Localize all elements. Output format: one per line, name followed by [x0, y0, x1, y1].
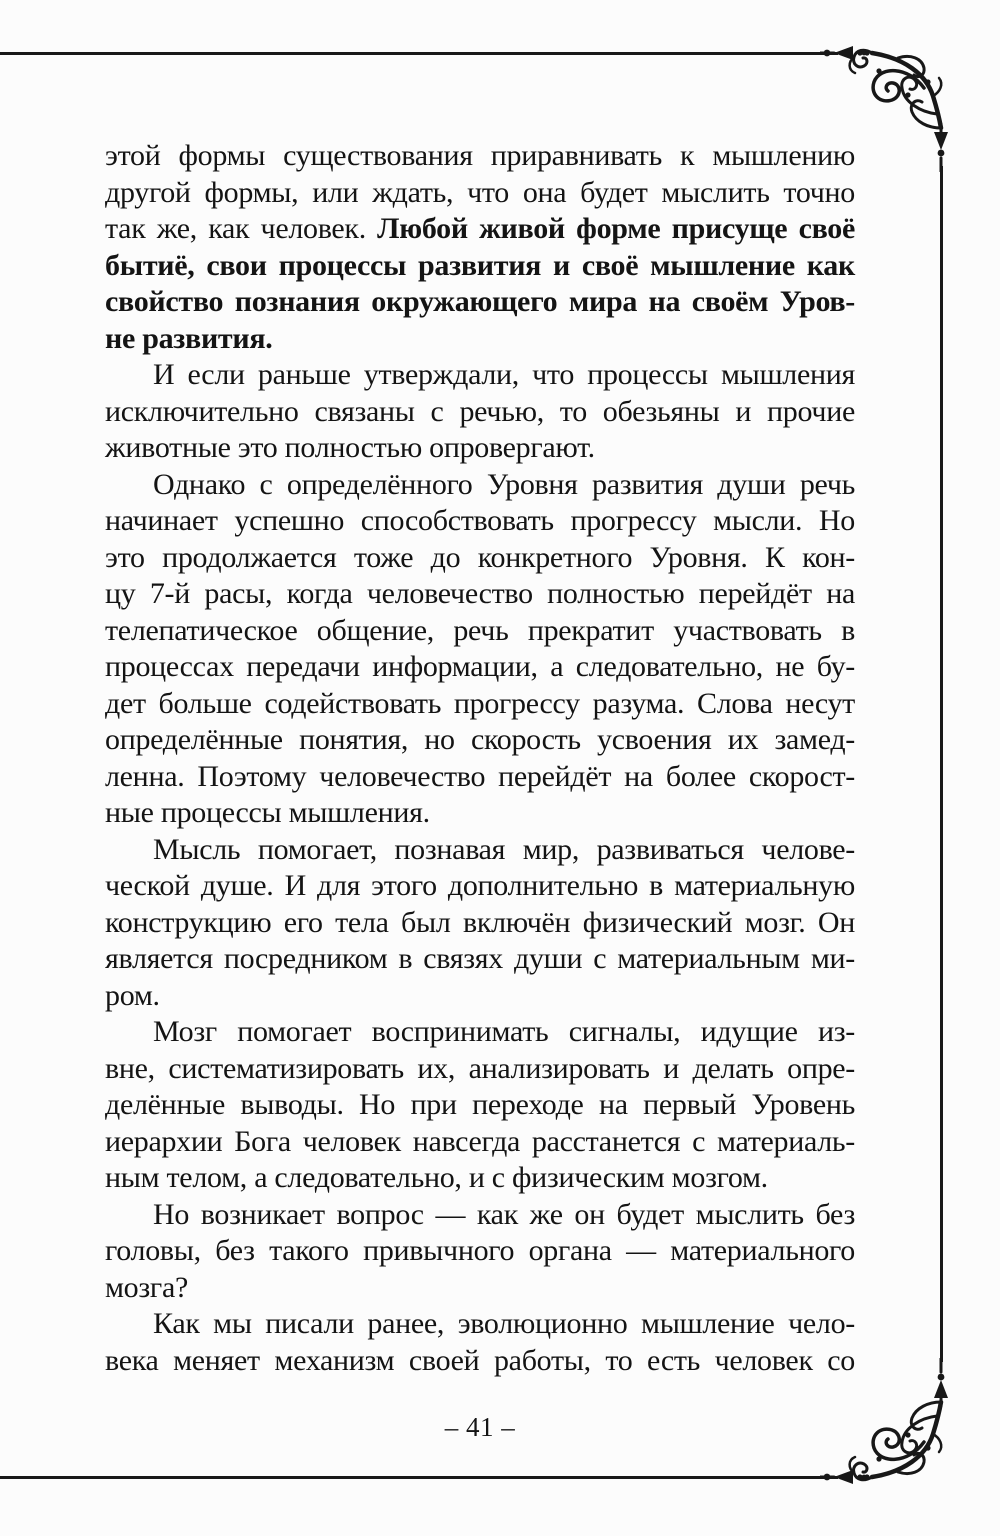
- text-line: [105, 394, 855, 431]
- text-segment: ленна. Поэтому человечество перейдёт на более скорост-: [105, 759, 855, 793]
- text-line: [105, 248, 855, 285]
- text-segment: исключительно связаны с речью, то обезьяны и прочие: [105, 394, 855, 428]
- bold-text-segment: бытиё, свои процессы развития и своё мышление как: [105, 248, 855, 282]
- text-segment: процессах передачи информации, а следовательно, не бу-: [105, 650, 855, 683]
- text-line: [105, 759, 855, 796]
- text-segment: это продолжается тоже до конкретного Уровня. К кон-: [105, 540, 855, 574]
- text-segment: так же, как человек.: [105, 212, 378, 245]
- text-line: [105, 613, 855, 650]
- text-line: [105, 284, 855, 321]
- text-segment: ным телом, а следовательно, и с физическим мозгом.: [105, 1161, 768, 1194]
- text-segment: конструкцию его тела был включён физический мозг. Он: [105, 905, 855, 939]
- bold-text-segment: Любой живой форме присуще своё: [377, 212, 855, 245]
- text-segment: этой формы существования приравнивать к мышлению: [105, 139, 855, 172]
- text-line: [105, 722, 855, 759]
- text-line: [105, 1160, 855, 1197]
- text-line: [105, 1233, 855, 1270]
- text-segment: Однако с определённого Уровня развития души речь: [153, 467, 855, 501]
- text-segment: Мысль помогает, познавая мир, развиваться челове-: [153, 832, 855, 866]
- text-segment: ческой душе. И для этого дополнительно в материальную: [105, 869, 855, 902]
- text-segment: ные процессы мышления.: [105, 796, 430, 829]
- text-segment: дет больше содействовать прогрессу разума. Слова несут: [105, 686, 855, 720]
- text-segment: иерархии Бога человек навсегда расстанется с материаль-: [105, 1124, 855, 1158]
- text-segment: определённые понятия, но скорость усвоения их замед-: [105, 723, 855, 756]
- text-line: [105, 138, 855, 175]
- text-line: [105, 1343, 855, 1380]
- text-line: [105, 832, 855, 869]
- text-segment: ром.: [105, 978, 160, 1012]
- text-segment: вне, систематизировать их, анализировать и делать опре-: [105, 1051, 855, 1085]
- text-line: [105, 576, 855, 613]
- text-line: [105, 1014, 855, 1051]
- page-number: – 41 –: [444, 1412, 516, 1442]
- text-line: [105, 1306, 855, 1343]
- text-line: [105, 467, 855, 504]
- text-segment: делённые выводы. Но при переходе на первый Уровень: [105, 1088, 855, 1121]
- text-segment: цу 7-й расы, когда человечество полностью перейдёт на: [105, 577, 855, 610]
- bottom-border-rule: [0, 1476, 838, 1479]
- text-segment: Но возникает вопрос — как же он будет мыслить без: [153, 1197, 855, 1231]
- text-line: [105, 1270, 855, 1307]
- text-segment: является посредником в связях души с материальным ми-: [105, 942, 855, 975]
- text-line: [105, 686, 855, 723]
- bold-text-segment: свойство познания окружающего мира на своём Уров-: [105, 285, 855, 318]
- text-line: [105, 175, 855, 212]
- text-line: [105, 1087, 855, 1124]
- bold-text-segment: не развития.: [105, 321, 273, 355]
- text-line: [105, 540, 855, 577]
- text-line: [105, 1197, 855, 1234]
- text-line: [105, 357, 855, 394]
- text-segment: мозга?: [105, 1270, 188, 1304]
- text-line: [105, 905, 855, 942]
- text-segment: века меняет механизм своей работы, то есть человек со: [105, 1343, 855, 1377]
- text-segment: И если раньше утверждали, что процессы мышления: [153, 358, 855, 391]
- text-line: [105, 978, 855, 1015]
- text-line: [105, 211, 855, 248]
- text-segment: телепатическое общение, речь прекратит участвовать в: [105, 613, 855, 647]
- text-segment: головы, без такого привычного органа — материального: [105, 1234, 855, 1267]
- text-line: [105, 1051, 855, 1088]
- text-segment: Мозг помогает воспринимать сигналы, идущие из-: [153, 1015, 855, 1048]
- text-segment: начинает успешно способствовать прогрессу мысли. Но: [105, 504, 855, 537]
- text-line: [105, 430, 855, 467]
- text-line: [105, 868, 855, 905]
- text-line: [105, 503, 855, 540]
- text-line: [105, 1124, 855, 1161]
- right-border-rule: [940, 166, 943, 1362]
- page-text: [105, 138, 855, 1379]
- text-line: [105, 321, 855, 358]
- text-segment: другой формы, или ждать, что она будет мыслить точно: [105, 175, 855, 209]
- text-line: [105, 795, 855, 832]
- text-line: [105, 649, 855, 686]
- text-line: [105, 941, 855, 978]
- top-border-rule: [0, 52, 838, 55]
- text-segment: животные это полностью опровергают.: [105, 431, 595, 464]
- text-segment: Как мы писали ранее, эволюционно мышление чело-: [153, 1307, 855, 1340]
